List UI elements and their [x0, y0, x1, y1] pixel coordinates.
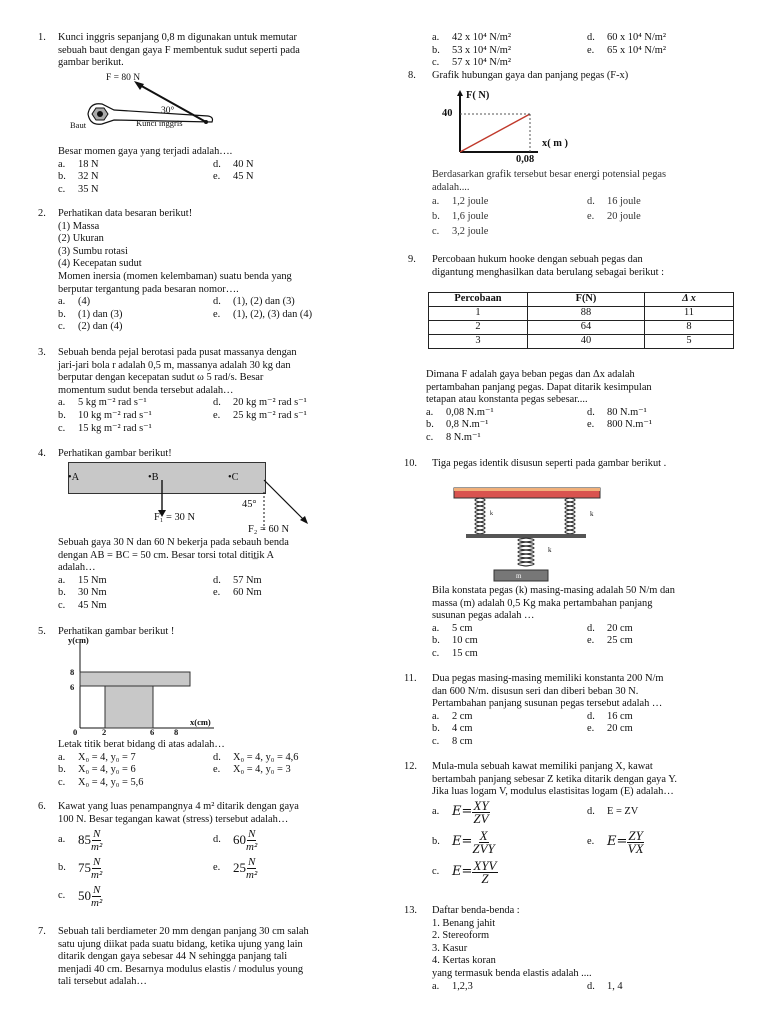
question-line: (2) Ukuran	[58, 233, 104, 245]
option-d[interactable]: d. (1), (2) dan (3)	[213, 296, 295, 308]
options	[432, 194, 752, 239]
question-10	[404, 458, 752, 471]
option-a[interactable]: a. 1,2 joule	[432, 196, 489, 208]
option-e[interactable]: e. 20 cm	[587, 723, 633, 735]
option-d[interactable]: d. 20 cm	[587, 622, 633, 634]
question-6-options	[58, 828, 378, 909]
option-d[interactable]: d. 20 kg m⁻² rad s⁻¹	[213, 397, 307, 409]
question-line: Sebuah tali berdiameter 20 mm dengan panjang 30 cm salah	[58, 926, 309, 937]
question-number: 3.	[38, 347, 46, 358]
question-12-options	[432, 800, 752, 885]
question-line: tali tersebut adalah…	[58, 976, 147, 988]
options	[432, 981, 752, 994]
question-7	[38, 926, 378, 989]
option-c[interactable]: c. 8 cm	[432, 735, 473, 747]
question-8-body	[432, 169, 752, 239]
f1-label: F₁ = 30 N	[154, 512, 195, 523]
option-b[interactable]: b. 10 cm	[432, 635, 478, 647]
options	[58, 397, 378, 435]
question-line: Momen inersia (momen kelembaman) suatu benda yang	[58, 270, 292, 282]
option-e[interactable]: e. 20 joule	[587, 211, 641, 223]
option-a[interactable]: a. 18 N	[58, 158, 99, 170]
option-c[interactable]: c. 35 N	[58, 183, 99, 195]
question-line: adalah....	[432, 181, 470, 193]
y-tick-6: 6	[70, 682, 75, 692]
option-e[interactable]: e. E= $\frac{ZY}{VX}$	[587, 828, 644, 856]
option-a[interactable]: a. 5 kg m⁻² rad s⁻¹	[58, 397, 147, 409]
question-line: sebuah baut dengan gaya F membentuk sudut seperti pada	[58, 44, 300, 56]
table-row: 1 88 11	[429, 307, 734, 321]
question-line: digantung menghasilkan data berulang sebagai berikut :	[432, 266, 664, 278]
question-line: pertambahan panjang pegas. Dapat ditarik kesimpulan	[426, 381, 652, 393]
option-b[interactable]: b. 4 cm	[432, 723, 473, 735]
point-b: •B	[148, 472, 159, 483]
question-line: massa (m) adalah 0,5 Kg maka pertambahan panjang	[432, 597, 653, 609]
question-line: Berdasarkan grafik tersebut besar energi potensial pegas	[432, 169, 667, 180]
force-arrows	[68, 460, 328, 536]
option-e[interactable]: e. 45 N	[213, 171, 254, 183]
option-a[interactable]: a. X₀ = 4, y₀ = 7	[58, 751, 136, 763]
beam-figure	[68, 460, 328, 536]
question-line: Daftar benda-benda :	[432, 905, 520, 916]
question-line: Tiga pegas identik disusun seperti pada gambar berikut .	[432, 458, 667, 469]
option-d[interactable]: d. E = ZV	[587, 806, 639, 818]
question-5-answers	[58, 739, 378, 789]
x-axis-label: x(cm)	[190, 717, 211, 727]
question-line: Besar momen gaya yang terjadi adalah….	[58, 146, 233, 157]
header-force: F(N)	[528, 293, 645, 307]
option-a[interactable]: a. (4)	[58, 296, 91, 308]
question-number: 6.	[38, 801, 46, 812]
question-3	[38, 347, 378, 435]
option-b[interactable]: b. 30 Nm	[58, 587, 107, 599]
option-d[interactable]: d. 16 cm	[587, 710, 633, 722]
option-a[interactable]: a. 1,2,3	[432, 980, 473, 992]
question-number: 5.	[38, 626, 46, 637]
options	[58, 575, 378, 613]
option-c[interactable]: c. (2) dan (4)	[58, 321, 123, 333]
angle-label: 30°	[161, 106, 175, 116]
option-b[interactable]: b. 75 $\frac{N}{\text{m²}}$	[58, 856, 103, 881]
option-d[interactable]: d. 16 joule	[587, 196, 641, 208]
table-header-row	[429, 293, 734, 307]
question-7-options	[432, 32, 752, 70]
options	[426, 407, 746, 445]
option-d[interactable]: d. 1, 4	[587, 980, 623, 992]
option-c[interactable]: c. 3,2 joule	[432, 226, 489, 238]
y-axis-label: y(cm)	[68, 635, 89, 645]
question-line: 100 N. Besar tegangan kawat (stress) tersebut adalah…	[58, 813, 289, 825]
option-d[interactable]: d. 57 Nm	[213, 574, 262, 586]
question-line: Jika luas logam V, modulus elastisitas logam (E) adalah…	[432, 786, 674, 798]
question-number: 13.	[404, 905, 417, 916]
question-line: menjadi 40 cm. Besarnya modulus elastis / modulus young	[58, 963, 304, 975]
spring-figure	[450, 486, 620, 584]
question-1-answers	[58, 146, 378, 196]
question-line: tetapan atau konstanta pegas sebesar....	[426, 394, 588, 406]
options	[432, 623, 752, 661]
x-tick-8: 8	[174, 727, 179, 737]
question-12	[404, 761, 752, 799]
question-line: gambar berikut.	[58, 57, 124, 69]
angle-label: 45°	[242, 499, 257, 510]
spring-k-left: k	[490, 511, 493, 517]
header-percobaan: Percobaan	[429, 293, 528, 307]
question-4-body	[58, 537, 378, 613]
question-line: Mula-mula sebuah kawat memiliki panjang X, kawat	[432, 761, 653, 772]
question-line: (4) Kecepatan sudut	[58, 258, 142, 270]
question-line: Letak titik berat bidang di atas adalah…	[58, 739, 225, 750]
option-a[interactable]: a. 15 Nm	[58, 574, 107, 586]
question-line: adalah…	[58, 562, 96, 574]
question-line: bertambah panjang sebesar Z ketika ditarik dengan gaya Y.	[432, 773, 677, 785]
option-b[interactable]: b. 53 x 10⁴ N/m²	[432, 44, 511, 56]
option-e[interactable]: e. X₀ = 4, y₀ = 3	[213, 764, 291, 776]
option-d[interactable]: d. 40 N	[213, 158, 254, 170]
question-line: yang termasuk benda elastis adalah ....	[432, 967, 592, 979]
question-number: 1.	[38, 32, 46, 43]
options	[432, 711, 752, 749]
fx-graph	[438, 88, 608, 168]
question-line: berputar dengan kecepatan sudut ω 5 rad/s. Besar	[58, 372, 264, 384]
x-tick-6: 6	[150, 727, 155, 737]
table-row: 2 64 8	[429, 321, 734, 335]
question-line: Sebuah benda pejal berotasi pada pusat massanya dengan	[58, 347, 297, 358]
question-10-body	[432, 585, 752, 661]
question-number: 8.	[408, 70, 416, 81]
question-line: Perhatikan gambar berikut!	[58, 448, 172, 459]
option-a[interactable]: a. 42 x 10⁴ N/m²	[432, 32, 511, 43]
header-dx: Δ x	[645, 293, 734, 307]
option-b[interactable]: b. 1,6 joule	[432, 211, 489, 223]
option-a[interactable]: a. 2 cm	[432, 710, 473, 722]
question-number: 7.	[38, 926, 46, 937]
y-axis-label: F( N)	[466, 90, 490, 101]
option-c[interactable]: c. 57 x 10⁴ N/m²	[432, 57, 511, 69]
question-line: 2. Stereoform	[432, 930, 490, 942]
f2-label: F₂ = 60 N	[248, 524, 289, 535]
question-line: Bila konstata pegas (k) masing-masing adalah 50 N/m dan	[432, 585, 675, 596]
spring-drawing	[450, 486, 620, 584]
x-value: 0,08	[516, 154, 535, 165]
question-line: momentum sudut benda tersebut adalah…	[58, 384, 234, 396]
option-e[interactable]: e. 25 $\frac{N}{\text{m²}}$	[213, 856, 258, 881]
question-4	[38, 448, 378, 461]
question-9-body	[426, 369, 746, 445]
option-c[interactable]: c. 15 kg m⁻² rad s⁻¹	[58, 422, 152, 434]
question-line: Sebuah gaya 30 N dan 60 N bekerja pada sebauh benda	[58, 537, 289, 548]
option-e[interactable]: e. 25 kg m⁻² rad s⁻¹	[213, 409, 307, 421]
hooke-table	[428, 292, 734, 349]
question-number: 4.	[38, 448, 46, 459]
force-label: F = 80 N	[106, 73, 141, 83]
option-c[interactable]: c. E= $\frac{\text{XYV}}{Z}$	[432, 858, 497, 886]
bolt-label: Baut	[70, 120, 87, 130]
question-line: 1. Benang jahit	[432, 917, 496, 929]
question-13	[404, 905, 752, 993]
option-d[interactable]: d. 80 N.m⁻¹	[587, 406, 647, 418]
question-line: (3) Sumbu rotasi	[58, 245, 128, 257]
question-line: Pertambahan panjang susunan pegas tersebut adalah …	[432, 698, 663, 710]
option-b[interactable]: b. 0,8 N.m⁻¹	[426, 419, 489, 431]
question-number: 12.	[404, 761, 417, 772]
y-value: 40	[442, 108, 453, 119]
option-c[interactable]: c. 50 $\frac{N}{\text{m²}}$	[58, 884, 103, 909]
option-e[interactable]: e. 60 Nm	[213, 587, 262, 599]
point-a: •A	[68, 472, 80, 483]
question-line: Perhatikan gambar berikut !	[58, 626, 175, 637]
wrench-label: Kunci inggris	[136, 118, 183, 128]
question-line: Kunci inggris sepanjang 0,8 m digunakan untuk memutar	[58, 32, 297, 43]
question-1	[38, 32, 378, 70]
question-number: 10.	[404, 458, 417, 469]
option-c[interactable]: c. X₀ = 4, y₀ = 5,6	[58, 776, 144, 788]
question-line: Kawat yang luas penampangnya 4 m² ditarik dengan gaya	[58, 801, 299, 812]
option-d[interactable]: d. 60 $\frac{N}{\text{m²}}$	[213, 828, 258, 853]
option-a[interactable]: a. 0,08 N.m⁻¹	[426, 406, 494, 418]
option-e[interactable]: e. 25 cm	[587, 635, 633, 647]
y-tick-8: 8	[70, 667, 75, 677]
option-a[interactable]: a. 5 cm	[432, 622, 473, 634]
option-b[interactable]: b. (1) dan (3)	[58, 308, 123, 320]
option-a[interactable]: a. E= $\frac{XY}{ZV}$	[432, 798, 489, 826]
option-c[interactable]: c. 8 N.m⁻¹	[426, 431, 481, 443]
x-tick-0: 0	[73, 727, 78, 737]
option-b[interactable]: b. 10 kg m⁻² rad s⁻¹	[58, 409, 152, 421]
question-number: 2.	[38, 208, 46, 219]
option-b[interactable]: b. X₀ = 4, y₀ = 6	[58, 764, 136, 776]
question-8	[408, 70, 752, 83]
area-figure	[64, 636, 234, 736]
question-line: berputar tergantung pada besaran nomor….	[58, 283, 239, 295]
spring-k-right: k	[590, 510, 594, 518]
question-line: (1) Massa	[58, 220, 100, 232]
spring-k-bottom: k	[548, 546, 552, 554]
wrench-figure	[66, 72, 226, 137]
question-9	[408, 254, 752, 279]
question-line: Dua pegas masing-masing memiliki konstanta 200 N/m	[432, 673, 664, 684]
option-d[interactable]: d. 60 x 10⁴ N/m²	[587, 32, 666, 43]
options	[58, 159, 378, 197]
option-c[interactable]: c. 45 Nm	[58, 599, 107, 611]
option-d[interactable]: d. X₀ = 4, y₀ = 4,6	[213, 751, 299, 763]
x-axis-label: x( m )	[542, 138, 568, 149]
x-tick-2: 2	[102, 727, 107, 737]
options	[432, 32, 752, 70]
option-a[interactable]: a. 85 $\frac{N}{\text{m²}}$	[58, 828, 103, 853]
point-c: •C	[228, 472, 239, 483]
option-e[interactable]: e. 65 x 10⁴ N/m²	[587, 44, 666, 56]
mass-label: m	[516, 572, 522, 580]
question-line: dan 600 N/m. disusun seri dan diberi beban 30 N.	[432, 685, 639, 697]
question-line: satu ujung diikat pada suatu bidang, ketika ujung yang lain	[58, 938, 303, 950]
question-6	[38, 801, 378, 826]
question-number: 9.	[408, 254, 416, 265]
question-line: Percobaan hukum hooke dengan sebuah pegas dan	[432, 254, 643, 265]
question-2	[38, 208, 378, 334]
options	[58, 296, 378, 334]
question-number: 11.	[404, 673, 417, 684]
question-line: jari-jari bola r adalah 0,5 m, massanya adalah 30 kg dan	[58, 359, 291, 371]
option-c[interactable]: c. 15 cm	[432, 647, 478, 659]
question-line: 3. Kasur	[432, 942, 468, 954]
question-line: Grafik hubungan gaya dan panjang pegas (F-x)	[432, 70, 629, 81]
option-e[interactable]: e. (1), (2), (3) dan (4)	[213, 308, 313, 320]
question-line: ditarik dengan gaya sebesar 44 N sehingga panjang tali	[58, 951, 288, 963]
option-b[interactable]: b. E= $\frac{X}{\text{ZVY}}$	[432, 828, 495, 856]
options	[58, 752, 378, 790]
question-11	[404, 673, 752, 749]
option-e[interactable]: e. 800 N.m⁻¹	[587, 419, 652, 431]
option-b[interactable]: b. 32 N	[58, 171, 99, 183]
question-line: Dimana F adalah gaya beban pegas dan Δx adalah	[426, 369, 635, 380]
question-line: dengan AB = BC = 50 cm. Besar torsi total ditit̲ik A	[58, 549, 275, 561]
question-line: Perhatikan data besaran berikut!	[58, 208, 193, 219]
table-row: 3 40 5	[429, 335, 734, 349]
question-line: 4. Kertas koran	[432, 955, 496, 967]
question-line: susunan pegas adalah …	[432, 610, 535, 622]
